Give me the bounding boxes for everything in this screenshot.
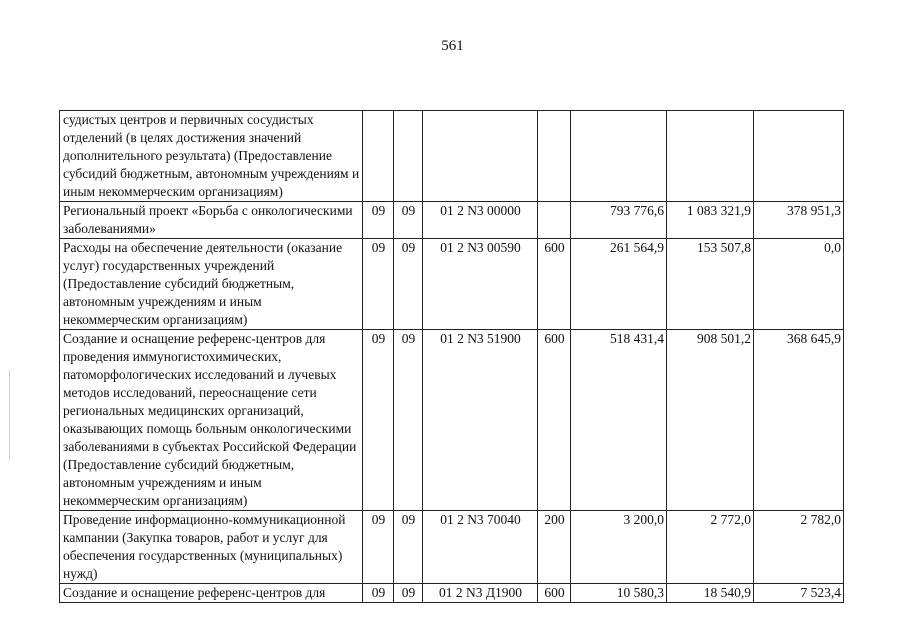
row-section [363, 111, 394, 202]
row-subsection: 09 [394, 511, 423, 584]
row-expense-type [538, 202, 571, 239]
row-section: 09 [363, 330, 394, 511]
row-subsection: 09 [394, 202, 423, 239]
row-expense-type: 600 [538, 330, 571, 511]
row-subsection: 09 [394, 584, 423, 603]
row-expense-type: 200 [538, 511, 571, 584]
row-amount-year-3: 378 951,3 [754, 202, 844, 239]
row-target-code: 01 2 N3 Д1900 [423, 584, 538, 603]
row-amount-year-1: 261 564,9 [571, 239, 667, 330]
row-expense-type [538, 111, 571, 202]
row-name: судистых центров и первичных сосудистых отделений (в целях достижения значений дополнительного результата) (Предоставление субсидий бюджетным, автономным учреждениям и иным некоммерческим организациям) [60, 111, 363, 202]
row-amount-year-2 [667, 111, 754, 202]
row-expense-type: 600 [538, 584, 571, 603]
row-amount-year-1: 518 431,4 [571, 330, 667, 511]
row-subsection: 09 [394, 239, 423, 330]
table-row [60, 239, 844, 330]
row-name: Расходы на обеспечение деятельности (оказание услуг) государственных учреждений (Предоставление субсидий бюджетным, автономным учреждениям и иным некоммерческим организациям) [60, 239, 363, 330]
row-amount-year-3: 368 645,9 [754, 330, 844, 511]
row-section: 09 [363, 584, 394, 603]
row-amount-year-2: 908 501,2 [667, 330, 754, 511]
row-name: Региональный проект «Борьба с онкологическими заболеваниями» [60, 202, 363, 239]
row-amount-year-2: 2 772,0 [667, 511, 754, 584]
row-target-code: 01 2 N3 51900 [423, 330, 538, 511]
row-expense-type: 600 [538, 239, 571, 330]
row-name: Проведение информационно-коммуникационной кампании (Закупка товаров, работ и услуг для обеспечения государственных (муниципальных) нужд) [60, 511, 363, 584]
row-section: 09 [363, 239, 394, 330]
row-subsection: 09 [394, 330, 423, 511]
row-amount-year-3: 7 523,4 [754, 584, 844, 603]
row-target-code: 01 2 N3 00000 [423, 202, 538, 239]
budget-table [59, 110, 844, 603]
row-target-code: 01 2 N3 70040 [423, 511, 538, 584]
row-amount-year-2: 18 540,9 [667, 584, 754, 603]
row-amount-year-1: 3 200,0 [571, 511, 667, 584]
table-row [60, 511, 844, 584]
row-target-code [423, 111, 538, 202]
row-section: 09 [363, 202, 394, 239]
page-number: 561 [441, 38, 464, 54]
row-amount-year-1 [571, 111, 667, 202]
table-row [60, 584, 844, 603]
row-amount-year-1: 10 580,3 [571, 584, 667, 603]
row-amount-year-3: 0,0 [754, 239, 844, 330]
table-row [60, 111, 844, 202]
row-amount-year-1: 793 776,6 [571, 202, 667, 239]
row-amount-year-3: 2 782,0 [754, 511, 844, 584]
scan-edge-mark [9, 370, 10, 460]
row-amount-year-3 [754, 111, 844, 202]
row-name: Создание и оснащение референс-центров для [60, 584, 363, 603]
row-amount-year-2: 153 507,8 [667, 239, 754, 330]
row-amount-year-2: 1 083 321,9 [667, 202, 754, 239]
row-target-code: 01 2 N3 00590 [423, 239, 538, 330]
table-row [60, 202, 844, 239]
row-subsection [394, 111, 423, 202]
row-name: Создание и оснащение референс-центров для проведения иммуногистохимических, патоморфологических исследований и лучевых методов исследований, переоснащение сети региональных медицинских организаций, оказывающих помощь больным онкологическими заболеваниями в субъектах Российской Федерации (Предоставление субсидий бюджетным, автономным учреждениям и иным некоммерческим организациям) [60, 330, 363, 511]
table-row [60, 330, 844, 511]
row-section: 09 [363, 511, 394, 584]
